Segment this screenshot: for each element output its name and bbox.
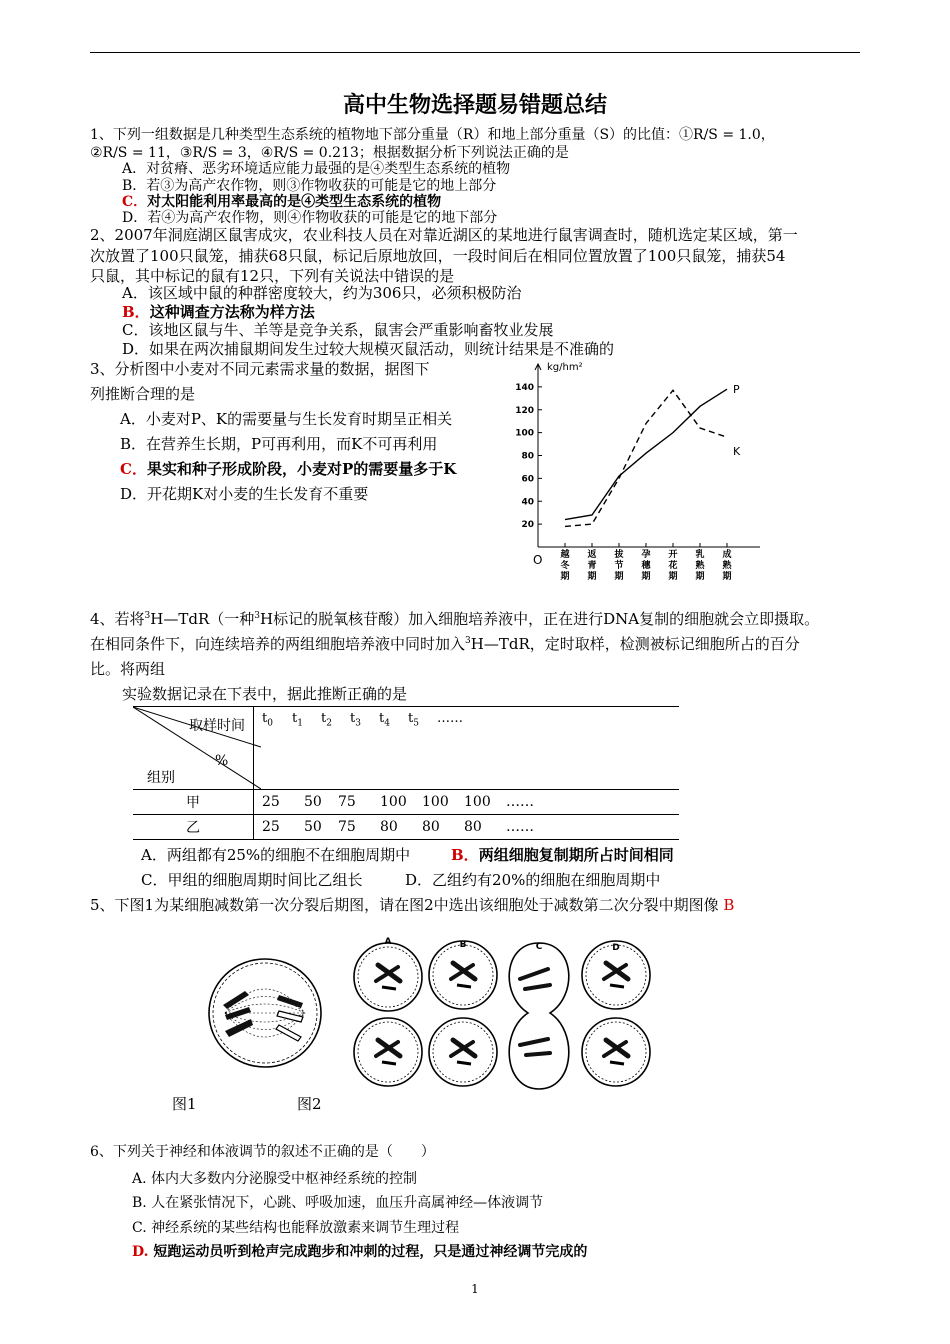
time-header-cell: $t_1$ [292,711,303,729]
q2-option-d: D．如果在两次捕鼠期间发生过较大规模灭鼠活动，则统计结果是不准确的 [122,340,615,358]
table-cell: 80 [464,819,482,835]
table-cell: 100 [422,794,449,810]
q3-option-d: D．开花期K对小麦的生长发育不重要 [120,485,369,503]
fig2-label-b: B [459,940,467,950]
q1-stem-line2: ②R/S = 11，③R/S = 3，④R/S = 0.213；根据数据分析下列说法正确的是 [90,145,569,161]
q2-answer-text: 这种调查方法称为样方法 [149,303,315,321]
q4-sup-3: 3 [465,636,471,646]
x-tick-label: 开花期 [668,550,678,582]
table-cell: 75 [338,819,356,835]
series-line-k [565,390,727,526]
series-label-k: K [733,445,741,459]
q1-option-a: A．对贫瘠、恶劣环境适应能力最强的是④类型生态系统的植物 [122,161,511,177]
table-cell: 25 [262,819,280,835]
q3-option-b: B．在营养生长期，P可再利用，而K不可再利用 [120,435,438,453]
q3-option-c [120,459,456,479]
q6-answer-text: 短跑运动员听到枪声完成跑步和冲刺的过程，只是通过神经调节完成的 [153,1244,588,1260]
q4-sup-3: 3 [254,611,260,621]
q4-option-c: C．甲组的细胞周期时间比乙组长 [141,871,363,889]
figure-2-caption: 图2 [297,1095,322,1113]
q4-answer-text: 两组细胞复制期所占时间相同 [478,846,674,864]
time-header-cell: $t_4$ [379,711,390,729]
y-tick-label: 40 [521,497,534,508]
chart-series [565,383,741,526]
table-cell-more: …… [506,819,534,835]
chart-y-axis-label: kg/hm² [547,362,583,373]
fig2-cell [354,943,422,1011]
time-header-more: …… [437,711,463,726]
q4-stem-line2 [90,634,800,654]
q4-stem-line4: 实验数据记录在下表中，据此推断正确的是 [122,685,408,703]
figure-1-cell [205,955,325,1073]
q3-stem-line1: 3、分析图中小麦对不同元素需求量的数据，据图下 [90,360,430,378]
q6-option-c: C. 神经系统的某些结构也能释放激素来调节生理过程 [132,1220,460,1236]
q2-answer-letter: B． [122,303,150,321]
table-row-group: 乙 [133,815,254,840]
q6-option-a: A. 体内大多数内分泌腺受中枢神经系统的控制 [132,1171,418,1187]
chart-origin-label: O [533,553,543,567]
y-tick-label: 140 [515,382,534,393]
time-header-cell: $t_2$ [321,711,332,729]
table-header-diagonal-cell [133,707,254,790]
y-tick-label: 20 [521,520,534,531]
table-cell: 75 [338,794,356,810]
q4-stem-1a: 4、若将 [90,610,145,628]
table-header-time: 取样时间 [189,718,245,734]
table-cell-more: …… [506,794,534,810]
q6-stem: 6、下列关于神经和体液调节的叙述不正确的是（ ） [90,1144,435,1160]
table-row-values [254,790,680,815]
table-header-percent: % [215,753,229,769]
q4-option-b [451,845,674,865]
x-tick-label: 拔节期 [614,550,624,582]
table-cell: 50 [304,794,322,810]
chart-x-ticks [560,543,732,582]
q3-stem-line2: 列推断合理的是 [90,385,196,403]
q6-answer-letter: D. [132,1244,149,1260]
table-cell: 50 [304,819,322,835]
figure-1-caption: 图1 [172,1095,197,1113]
q4-option-d: D．乙组约有20%的细胞在细胞周期中 [405,871,661,889]
table-header-row [133,707,679,790]
table-time-headers [254,707,680,790]
experiment-table [133,706,679,840]
table-row-values [254,815,680,840]
q4-stem-1c: H标记的脱氧核苷酸）加入细胞培养液中，正在进行DNA复制的细胞就会立即摄取。 [260,610,820,628]
page-number: 1 [471,1282,479,1296]
fig2-label-c: C [535,942,543,952]
q5-answer: B [723,896,735,914]
x-tick-label: 孕穗期 [641,550,651,582]
q3-answer-text: 果实和种子形成阶段，小麦对P的需要量多于K [146,460,457,478]
q2-option-b [122,302,315,322]
q1-option-b: B．若③为高产农作物，则③作物收获的可能是它的地上部分 [122,178,497,194]
fig2-cell [354,1018,422,1086]
page-title: 高中生物选择题易错题总结 [342,93,607,118]
q2-stem-line2: 次放置了100只鼠笼，捕获68只鼠，标记后原地放回，一段时间后在相同位置放置了100只鼠笼，捕获54 [90,247,786,265]
q5-stem [90,895,734,915]
table-cell: 25 [262,794,280,810]
q1-answer-text: 对太阳能利用率最高的是④类型生态系统的植物 [147,194,442,210]
wheat-nutrient-chart [505,352,775,594]
q1-stem-line1: 1、下列一组数据是几种类型生态系统的植物地下部分重量（R）和地上部分重量（S）的比值：①R/S = 1.0， [90,127,775,143]
table-cell: 80 [422,819,440,835]
figure-2-options [350,935,658,1097]
q2-option-c: C．该地区鼠与牛、羊等是竞争关系，鼠害会严重影响畜牧业发展 [122,321,554,339]
series-line-p [565,389,727,519]
q2-option-a: A．该区域中鼠的种群密度较大，约为306只，必须积极防治 [122,284,522,302]
q4-stem-2a: 在相同条件下，向连续培养的两组细胞培养液中同时加入 [90,635,466,653]
fig2-label-d: D [612,943,620,953]
q6-option-d [132,1243,587,1261]
q3-answer-letter: C． [120,460,147,478]
time-header-cell: $t_0$ [262,711,273,729]
table-header-group: 组别 [147,770,175,786]
q2-stem-line1: 2、2007年洞庭湖区鼠害成灾，农业科技人员在对靠近湖区的某地进行鼠害调查时，随机选定某区域，第一 [90,226,798,244]
q2-stem-line3: 只鼠，其中标记的鼠有12只，下列有关说法中错误的是 [90,267,455,285]
x-tick-label: 返青期 [587,550,597,582]
q4-stem-1b: H—TdR（一种 [150,610,255,628]
table-row [133,815,679,840]
q4-option-a: A．两组都有25%的细胞不在细胞周期中 [141,846,411,864]
q3-option-a: A．小麦对P、K的需要量与生长发育时期呈正相关 [120,410,453,428]
x-tick-label: 成熟期 [722,550,732,582]
fig2-cell-c [509,943,569,1089]
time-header-cell: $t_3$ [350,711,361,729]
q4-stem-line1 [90,609,819,629]
fig2-cell [429,1018,497,1086]
time-header-cell: $t_5$ [408,711,419,729]
table-cell: 80 [380,819,398,835]
q1-option-d: D．若④为高产农作物，则④作物收获的可能是它的地下部分 [122,210,498,226]
y-tick-label: 80 [521,451,534,462]
y-tick-label: 100 [515,428,534,439]
q4-stem-2b: H—TdR，定时取样，检测被标记细胞所占的百分 [470,635,800,653]
x-tick-label: 越冬期 [560,550,570,582]
table-cell: 100 [380,794,407,810]
q6-option-b: B. 人在紧张情况下，心跳、呼吸加速，血压升高属神经—体液调节 [132,1195,544,1211]
table-cell: 100 [464,794,491,810]
fig2-cell [582,1018,650,1086]
q5-stem-text: 5、下图1为某细胞减数第一次分裂后期图，请在图2中选出该细胞处于减数第二次分裂中期图像 [90,896,719,914]
q4-answer-letter: B． [451,846,479,864]
series-label-p: P [733,383,740,397]
x-tick-label: 乳熟期 [695,550,705,582]
q1-answer-letter: C． [122,194,148,210]
table-row-group: 甲 [133,790,254,815]
y-tick-label: 60 [521,474,534,485]
y-tick-label: 120 [515,405,534,416]
q4-stem-line3: 比。将两组 [90,660,166,678]
top-rule [90,52,860,53]
q4-sup-3: 3 [144,611,151,621]
table-row [133,790,679,815]
fig2-label-a: A [384,937,392,947]
fig2-cell [429,941,497,1009]
